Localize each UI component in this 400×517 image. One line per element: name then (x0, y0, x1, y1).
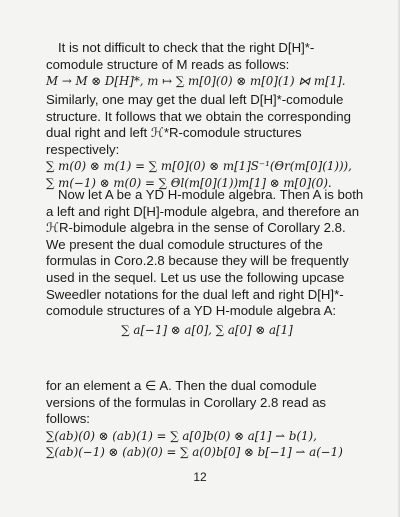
equation-product-left: ∑(ab)(−1) ⊗ (ab)(0) = ∑ a(0)b[0] ⊗ b[−1] ⇀ a(−1) (46, 445, 343, 460)
paragraph-2 (46, 92, 368, 192)
equation-product-right: ∑(ab)(0) ⊗ (ab)(1) = ∑ a[0]b(0) ⊗ a[1] ⇀ b(1), (46, 428, 317, 443)
paragraph-3 (46, 187, 368, 338)
equation-left-comodule: ∑ m(−1) ⊗ m(0) = ∑ Θl(m[0](1))m[1] ⊗ m[0](0). (46, 175, 332, 190)
paragraph-2-text: Similarly, one may get the dual left D[H]*-comodule structure. It follows that we obtain the corresponding dual right and left ℋ*R-comodule structures respectively: (46, 92, 351, 157)
paragraph-3-text: Now let A be a YD H-module algebra. Then A is both a left and right D[H]-module algebra, and therefore an ℋR-bimodule algebra in the sense of Corollary 2.8. We present the dual comodule structures of the formulas in Coro.2.8 because they will be frequently used in the sequel. Let us use the following upcase Sweedler notations for the dual left and right D[H]*-comodule structures of a YD H-module algebra A: (46, 187, 364, 319)
equation-sweedler-notation: ∑ a[−1] ⊗ a[0], ∑ a[0] ⊗ a[1] (121, 322, 293, 337)
equation-right-comodule: ∑ m(0) ⊗ m(1) = ∑ m[0](0) ⊗ m[1]S⁻¹(Θr(m[0](1))), (46, 159, 352, 174)
paragraph-4 (46, 378, 368, 461)
paragraph-1 (46, 40, 368, 90)
paragraph-1-line-2: comodule structure of M reads as follows: (46, 56, 290, 72)
paragraph-1-line-1: It is not difficult to check that the right D[H]*- (58, 40, 315, 55)
page-number: 12 (193, 470, 207, 484)
paragraph-4-text: for an element a ∈ A. Then the dual comodule versions of the formulas in Corollary 2.8 read as follows: (46, 378, 326, 427)
equation-coaction: M → M ⊗ D[H]*, m ↦ ∑ m[0](0) ⊗ m[0](1) ⋈ m[1]. (46, 74, 346, 89)
